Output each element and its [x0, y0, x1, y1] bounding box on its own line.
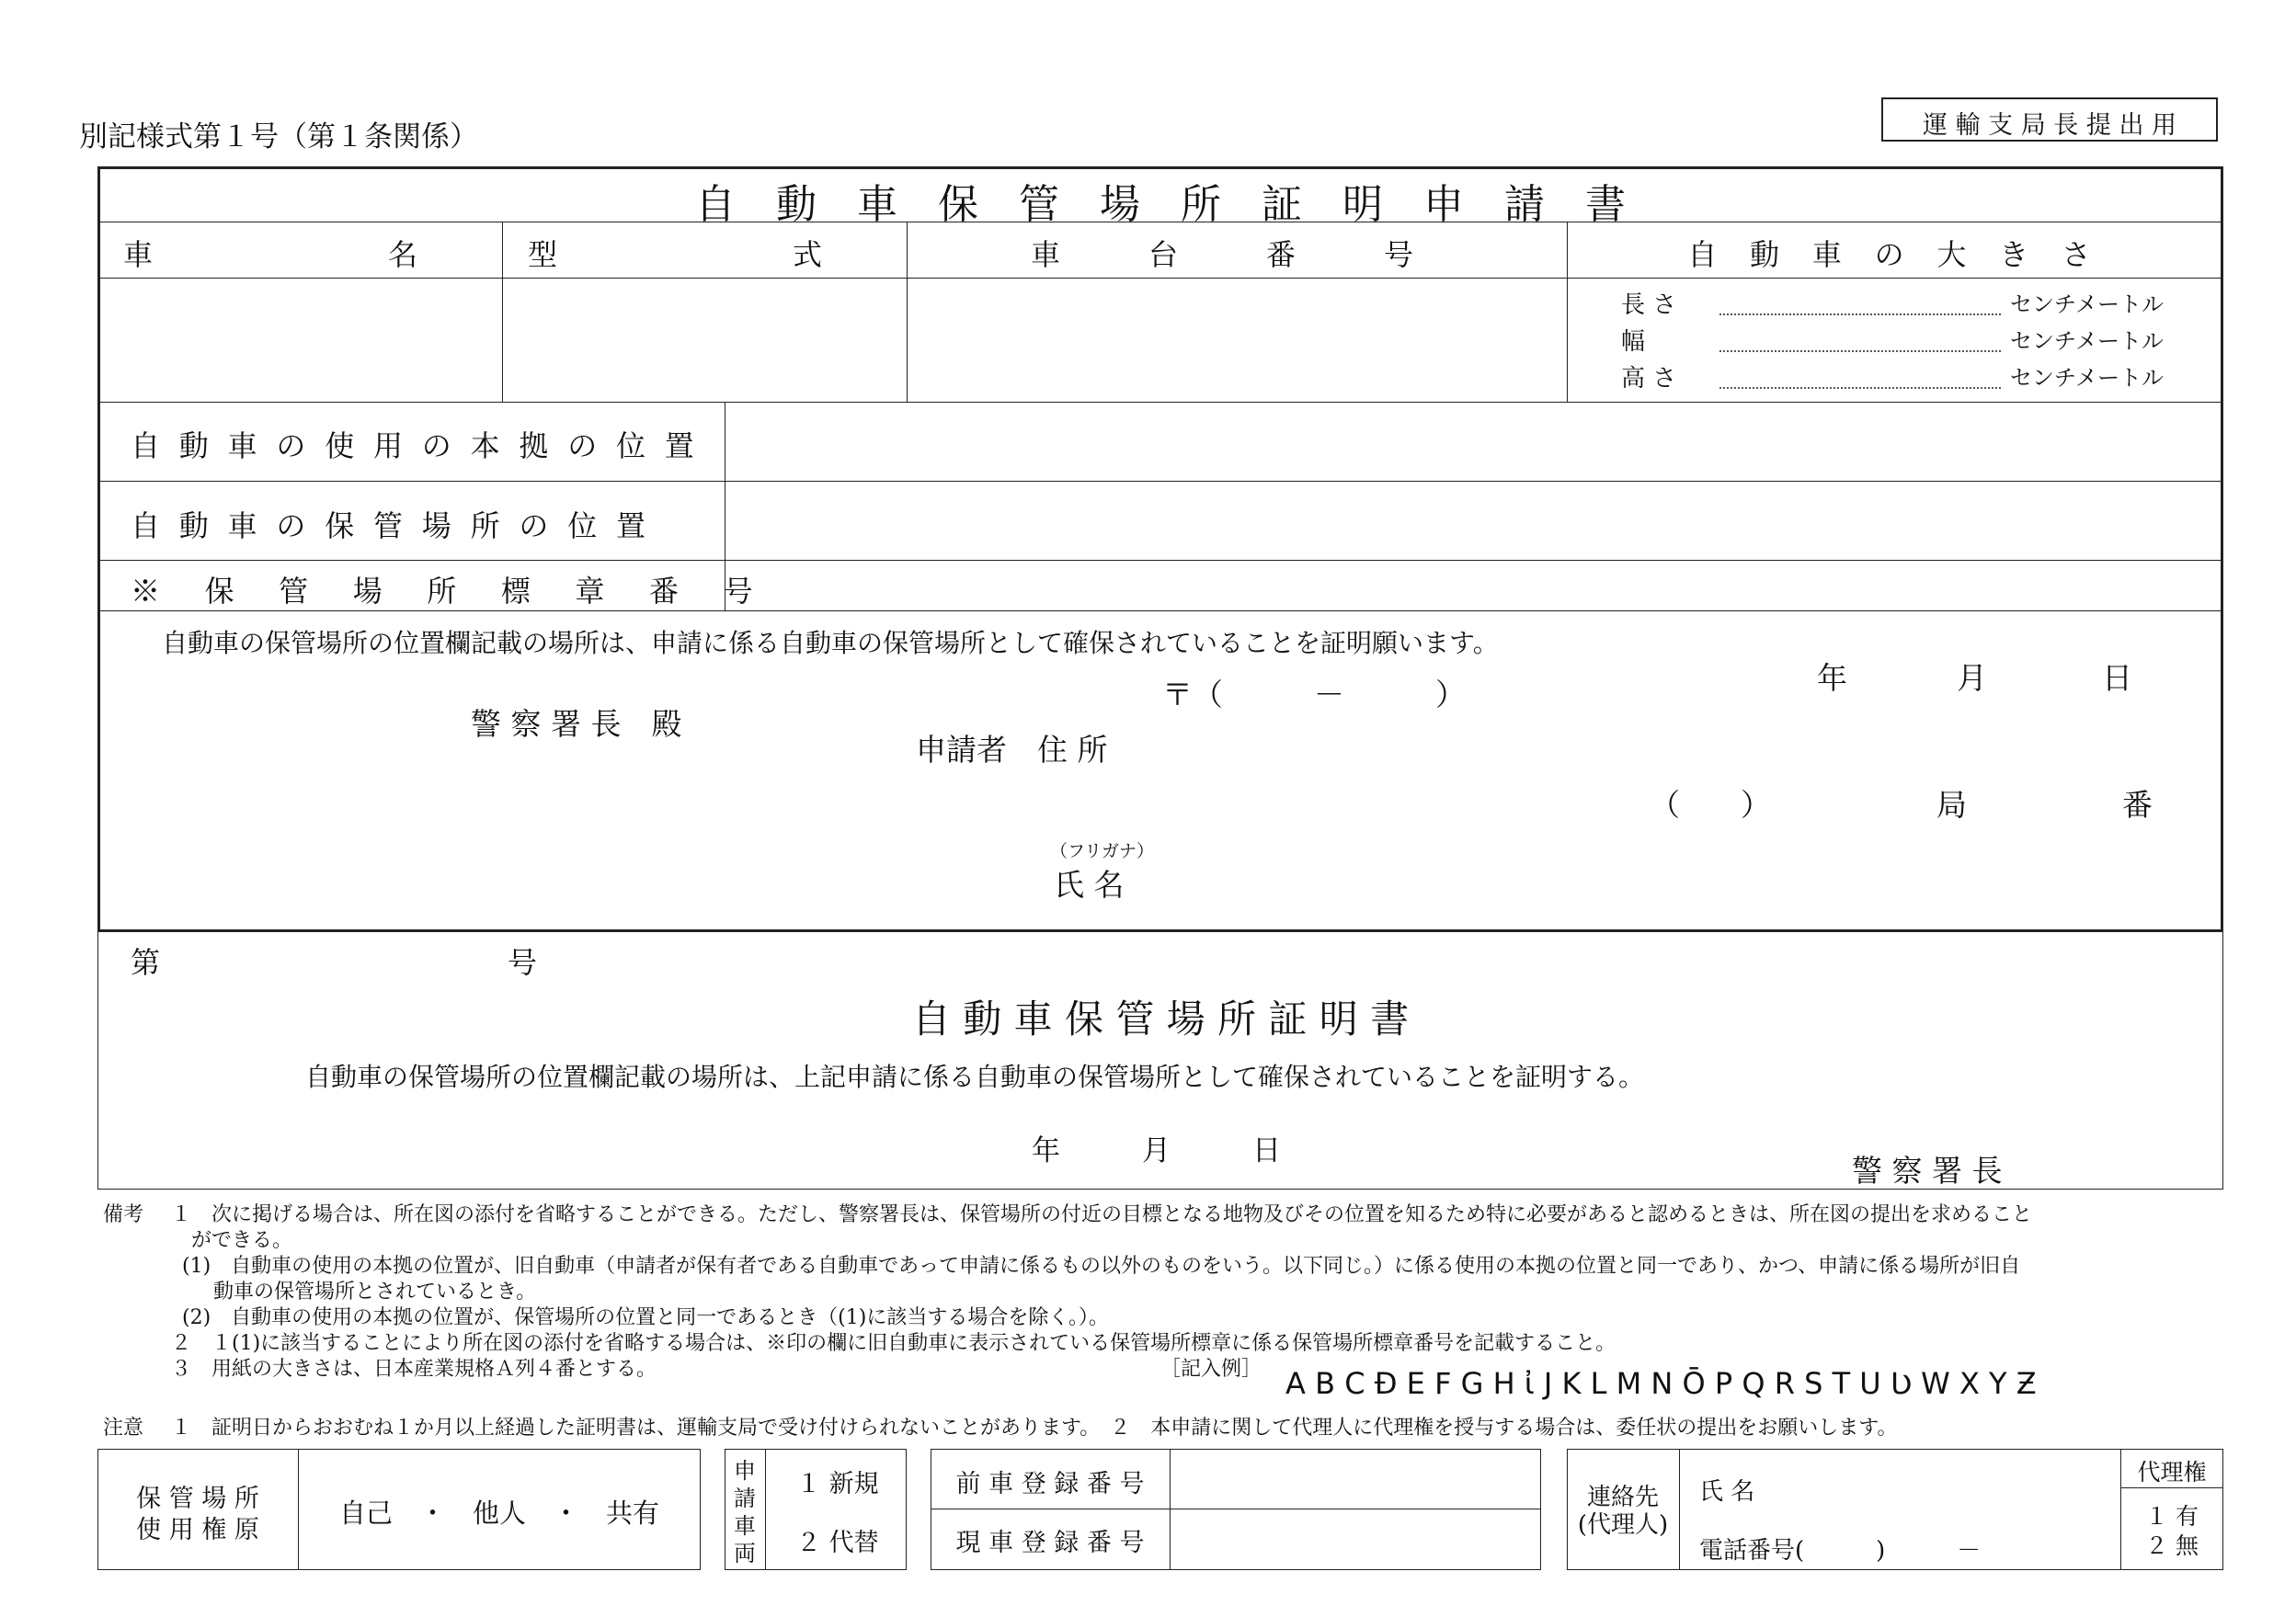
proxy-no: ２ 無 [2145, 1532, 2199, 1559]
storage-location-label: 自動車の保管場所の位置 [131, 508, 665, 543]
size-width-label: 幅 [1621, 328, 1646, 356]
usage-right-label-2: 使 用 権 原 [136, 1516, 259, 1544]
app-date-month: 月 [1957, 660, 1987, 696]
certificate-text: 自動車の保管場所の位置欄記載の場所は、上記申請に係る自動車の保管場所として確保されていることを証明する。 [305, 1062, 1645, 1092]
option-replace: ２ 代替 [796, 1529, 879, 1557]
use-base-location-label: 自動車の使用の本拠の位置 [131, 428, 714, 463]
storage-mark-number-label: ※ 保 管 場 所 標 章 番 号 [131, 574, 771, 609]
header-model: 型 式 [527, 237, 881, 272]
form-number: 別記様式第１号（第１条関係） [79, 120, 478, 154]
prev-reg-label: 前 車 登 録 番 号 [955, 1470, 1145, 1498]
applicant-address-label: 申請者 住 所 [916, 732, 1108, 768]
app-date-day: 日 [2102, 660, 2132, 696]
proxy-label: 代理権 [2137, 1459, 2207, 1486]
contact-name-label: 氏 名 [1699, 1478, 1755, 1506]
notes-heading: 注意 [103, 1417, 144, 1440]
size-height-label: 高 さ [1621, 365, 1677, 393]
remark-line-7: ３ 用紙の大きさは、日本産業規格Ａ列４番とする。 [171, 1358, 657, 1381]
application-form [97, 166, 2223, 932]
curr-reg-label: 現 車 登 録 番 号 [955, 1529, 1145, 1557]
size-width-unit: センチメートル [2010, 328, 2165, 354]
request-vehicle-char-3: 車 [734, 1513, 756, 1539]
request-vehicle-char-1: 申 [734, 1458, 756, 1484]
header-vehicle-name: 車 名 [122, 237, 476, 272]
phone-kyoku: 局 [1936, 787, 1967, 823]
notes-line: １ 証明日からおおむね１か月以上経過した証明書は、運輸支局で受け付けられないことがあります。 ２ 本申請に関して代理人に代理権を授与する場合は、委任状の提出をお願いします。 [171, 1417, 1898, 1440]
applicant-name-label: 氏 名 [1054, 867, 1125, 903]
proxy-yes: １ 有 [2145, 1503, 2199, 1530]
option-new: １ 新規 [796, 1470, 879, 1498]
usage-options: 自己 ・ 他人 ・ 共有 [338, 1497, 659, 1529]
cert-date-year: 年 [1032, 1134, 1060, 1167]
phone-area-paren: （ ） [1650, 787, 1771, 823]
contact-phone-label: 電話番号( ) － [1699, 1537, 1982, 1565]
remark-line-3: (1) 自動車の使用の本拠の位置が、旧自動車（申請者が保有者である自動車であって申請に係るもの以外のものをいう。以下同じ。）に係る使用の本拠の位置と同一であり、かつ、申請に係る場所が旧自 [182, 1255, 2021, 1278]
remark-line-4: 動車の保管場所とされているとき。 [213, 1281, 537, 1304]
size-length-label: 長 さ [1621, 291, 1677, 319]
size-length-unit: センチメートル [2010, 291, 2165, 317]
remark-line-5: (2) 自動車の使用の本拠の位置が、保管場所の位置と同一であるとき（(1)に該当する場合を除く。）。 [182, 1306, 1109, 1329]
contact-label-2: (代理人) [1577, 1511, 1669, 1539]
cert-date-day: 日 [1252, 1134, 1281, 1167]
police-chief-addressee: 警 察 署 長 殿 [471, 706, 682, 742]
app-date-year: 年 [1817, 660, 1847, 696]
request-text: 自動車の保管場所の位置欄記載の場所は、申請に係る自動車の保管場所として確保されていることを証明願います。 [162, 628, 1499, 658]
request-vehicle-char-2: 請 [734, 1486, 756, 1511]
size-height-unit: センチメートル [2010, 365, 2165, 391]
remark-line-1: １ 次に掲げる場合は、所在図の添付を省略することができる。ただし、警察署長は、保管場所の付近の目標となる地物及びその位置を知るため特に必要があると認めるときは、所在図の提出を求めること [171, 1203, 2033, 1226]
cert-number-suffix: 号 [508, 945, 538, 980]
phone-ban: 番 [2122, 787, 2153, 823]
remark-line-2: ができる。 [191, 1229, 293, 1252]
contact-label-1: 連絡先 [1586, 1484, 1659, 1511]
example-alphabet: A B C Đ E F G H ἰ J K L M N Ō P Q R S T U Ʋ W X Y Ƶ [1285, 1366, 2037, 1401]
submission-label: 運 輸 支 局 長 提 出 用 [1922, 111, 2177, 140]
example-label: ［記入例］ [1160, 1358, 1262, 1381]
cert-police-chief: 警 察 署 長 [1852, 1153, 2003, 1189]
furigana-label: （フリガナ） [1050, 841, 1155, 861]
remarks-heading: 備考 [103, 1203, 144, 1226]
request-vehicle-char-4: 両 [734, 1541, 756, 1566]
certificate-title: 自 動 車 保 管 場 所 証 明 書 [911, 996, 1410, 1042]
remark-line-6: ２ １(1)に該当することにより所在図の添付を省略する場合は、※印の欄に旧自動車に表示されている保管場所標章に係る保管場所標章番号を記載すること。 [171, 1332, 1616, 1355]
usage-right-label-1: 保 管 場 所 [136, 1485, 259, 1513]
cert-date-month: 月 [1142, 1134, 1171, 1167]
application-title: 自 動 車 保 管 場 所 証 明 申 請 書 [695, 181, 1626, 228]
cert-number-prefix: 第 [131, 945, 161, 980]
submission-label-box [1881, 97, 2218, 142]
postal-code: 〒（ － ） [1162, 677, 1466, 712]
header-vehicle-size: 自 動 車 の 大 き さ [1687, 237, 2103, 272]
header-chassis-number: 車 台 番 号 [1030, 237, 1443, 272]
